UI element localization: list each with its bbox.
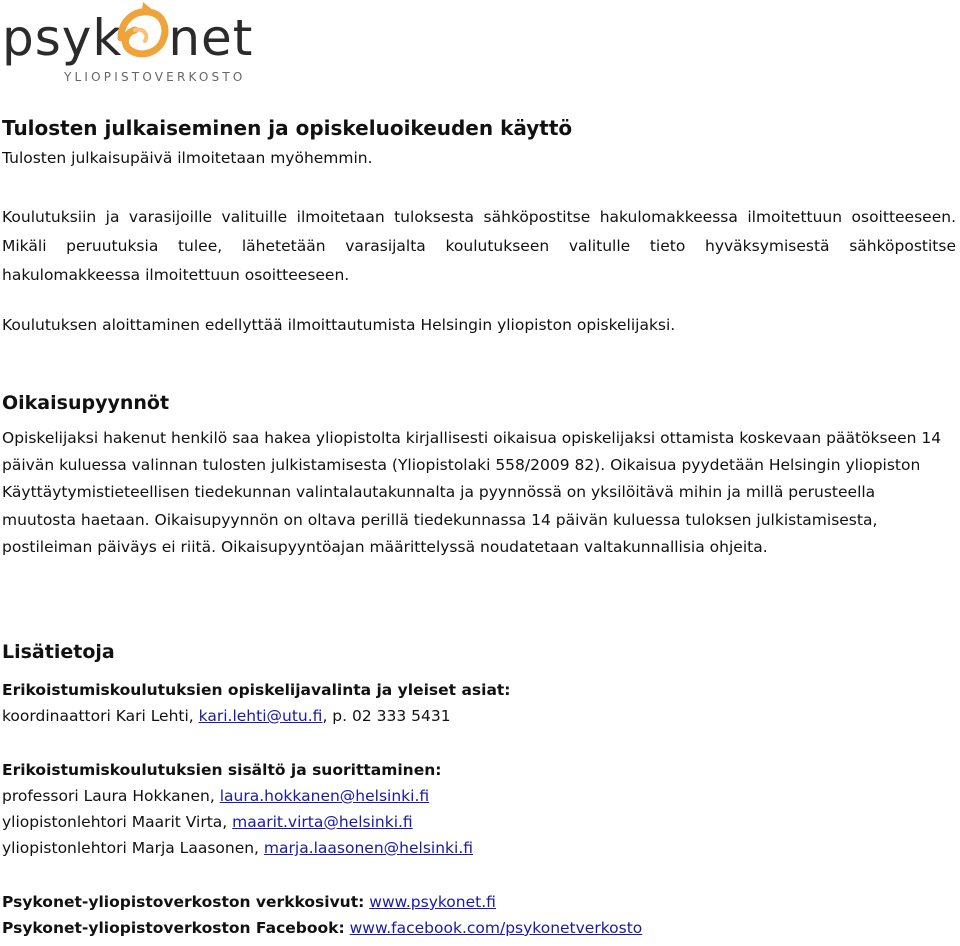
general-label: Erikoistumiskoulutuksien opiskelijavalinta ja yleiset asiat:	[2, 681, 511, 699]
contact-email-link[interactable]: maarit.virta@helsinki.fi	[232, 813, 413, 831]
appeals-heading: Oikaisupyynnöt	[2, 392, 170, 414]
logo-word-left: psyk	[2, 9, 123, 67]
contact-email-link[interactable]: marja.laasonen@helsinki.fi	[263, 839, 474, 857]
facebook-label: Psykonet-yliopistoverkoston Facebook:	[2, 919, 345, 937]
facebook-line	[2, 915, 642, 941]
website-label: Psykonet-yliopistoverkoston verkkosivut:	[2, 893, 365, 911]
appeals-text: Opiskelijaksi hakenut henkilö saa hakea yliopistolta kirjallisesti oikaisua opiskelijaksi ottamista koskevaan päätökseen 14 päivän kuluessa valinnan tulosten julkistamisesta (Yliopistolaki 558/2009 82). Oikaisua pyydetään Helsingin yliopiston Käyttäytymistieteellisen tiedekunnan valintalautakunnalta ja pyynnössä on yksilöitävä mihin ja millä perusteella muutosta haetaan. Oikaisupyynnön on oltava perillä tiedekunnassa 14 päivän kuluessa tuloksen julkistamisesta, postileiman päiväys ei riitä. Oikaisupyyntöajan määrittelyssä noudatetaan valtakunnallisia ohjeita.	[2, 429, 942, 556]
psykonet-logo	[2, 0, 262, 90]
contact-prefix: professori Laura Hokkanen,	[2, 787, 220, 805]
contact-prefix: yliopistonlehtori Maarit Virta,	[2, 813, 233, 831]
contact-line	[2, 809, 473, 835]
contact-prefix: yliopistonlehtori Marja Laasonen,	[2, 839, 264, 857]
website-line	[2, 889, 642, 915]
content-contact-block	[2, 757, 473, 861]
contact-line	[2, 835, 473, 861]
logo-swirl-icon	[113, 0, 171, 66]
general-contact-prefix: koordinaattori Kari Lehti,	[2, 707, 199, 725]
general-contact-line	[2, 703, 511, 729]
results-email-text: Koulutuksiin ja varasijoille valituille ilmoitetaan tuloksesta sähköpostitse hakulomakkeessa ilmoitettuun osoitteeseen. Mikäli peruutuksia tulee, lähetetään varasijalta koulutukseen valitulle tieto hyväksymisestä sähköpostitse hakulomakkeessa ilmoitettuun osoitteeseen.	[2, 208, 956, 284]
results-start-text: Koulutuksen aloittaminen edellyttää ilmoittautumista Helsingin yliopiston opiskelijaksi.	[2, 316, 676, 334]
general-contact-email-link[interactable]: kari.lehti@utu.fi	[198, 707, 323, 725]
website-link[interactable]: www.psykonet.fi	[369, 893, 496, 911]
info-heading: Lisätietoja	[2, 641, 115, 663]
facebook-link[interactable]: www.facebook.com/psykonetverkosto	[349, 919, 643, 937]
contact-email-link[interactable]: laura.hokkanen@helsinki.fi	[219, 787, 430, 805]
logo-subtitle: YLIOPISTOVERKOSTO	[64, 70, 246, 84]
content-label: Erikoistumiskoulutuksien sisältö ja suorittaminen:	[2, 761, 442, 779]
general-contact-suffix: , p. 02 333 5431	[322, 707, 451, 725]
contact-line	[2, 783, 473, 809]
logo-word-right: net	[168, 9, 254, 67]
results-heading: Tulosten julkaiseminen ja opiskeluoikeuden käyttö	[2, 116, 573, 140]
web-links-block	[2, 889, 642, 941]
general-contact-block	[2, 677, 511, 729]
results-date-text: Tulosten julkaisupäivä ilmoitetaan myöhemmin.	[2, 149, 373, 167]
